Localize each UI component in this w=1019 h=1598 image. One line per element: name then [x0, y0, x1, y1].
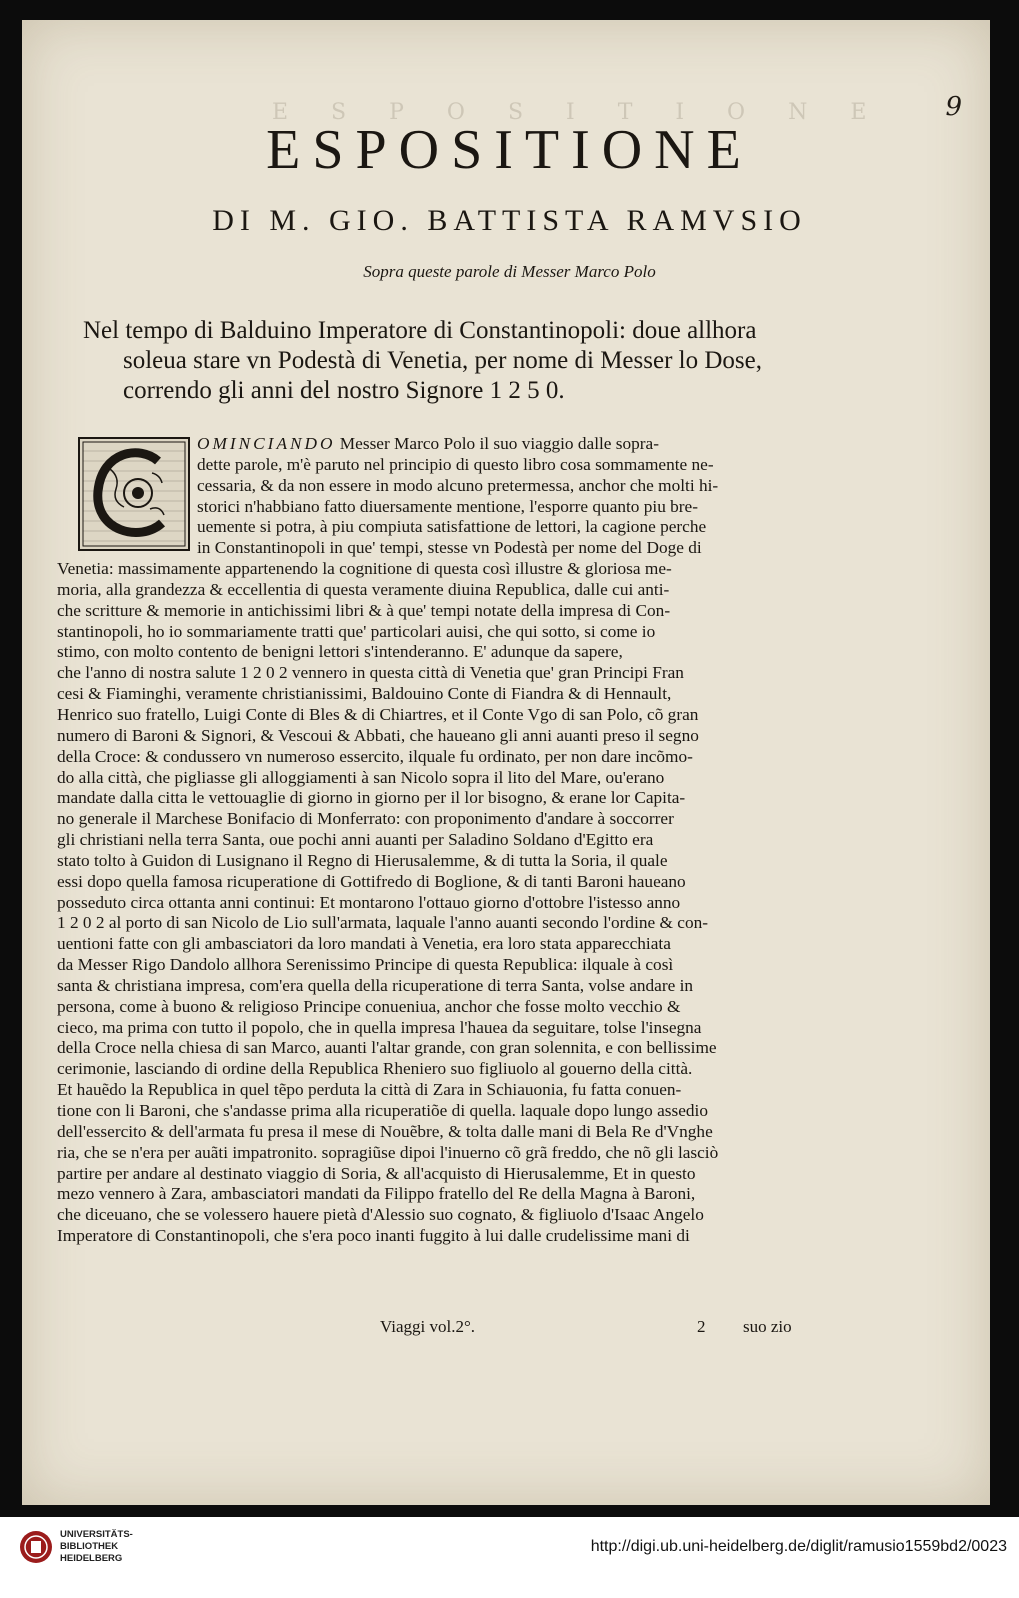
intro-line: correndo gli anni del nostro Signore 1 2 5 0. — [123, 377, 565, 404]
text-line: che scritture & memorie in antichissimi libri & à que' tempi notate della impresa di Con- — [57, 600, 671, 620]
signature-mark: 2 — [697, 1317, 706, 1336]
opening-word: OMINCIANDO — [197, 434, 336, 453]
viewer-footer-bar — [0, 1517, 1019, 1598]
body-text — [57, 434, 829, 1247]
text-line: ria, che se n'era per auãti impatronito. sopragiũse dipoi l'inuerno cõ grã freddo, che nõ gli lasciò — [57, 1142, 719, 1162]
text-line: do alla città, che pigliasse gli alloggiamenti à san Nicolo sopra il lito del Mare, ou'erano — [57, 767, 665, 787]
text-line: cessaria, & da non essere in modo alcuno pretermessa, anchor che molti hi- — [197, 475, 719, 495]
text-line: cesi & Fiaminghi, veramente christianissimi, Baldouino Conte di Fiandra & di Hennault, — [57, 684, 672, 704]
text-line: numero di Baroni & Signori, & Vescoui & Abbati, che haueano gli anni auanti preso il segno — [57, 725, 699, 745]
text-line: stimo, con molto contento de benigni lettori s'intenderanno. E' adunque da sapere, — [57, 642, 623, 662]
text-line: cerimonie, lasciando di ordine della Republica Rheniero suo figliuolo al gouerno della città. — [57, 1059, 693, 1079]
text-line: che l'anno di nostra salute 1 2 0 2 vennero in questa città di Venetia que' gran Principi Fran — [57, 663, 684, 683]
text-line: gli christiani nella terra Santa, oue pochi anni auanti per Saladino Soldano d'Egitto era — [57, 830, 654, 850]
text-line: mezo vennero à Zara, ambasciatori mandati da Filippo fratello del Re della Magna à Baroni, — [57, 1184, 696, 1204]
page-number: 9 — [945, 92, 962, 122]
text-line: della Croce: & condussero vn numeroso essercito, ilquale fu ordinato, per non dare incõmo- — [57, 746, 693, 766]
text-line: uentioni fatte con gli ambasciatori da loro mandati à Venetia, era loro stata apparecchiata — [57, 934, 671, 954]
text-line: Venetia: massimamente appartenendo la cognitione di questa così illustre & gloriosa me- — [57, 559, 672, 579]
catchword: suo zio — [743, 1317, 792, 1336]
text-line: dette parole, m'è paruto nel principio di questo libro cosa sommamente ne- — [197, 454, 714, 474]
section-caption: Sopra queste parole di Messer Marco Polo — [363, 262, 656, 281]
text-line: Henrico suo fratello, Luigi Conte di Bles & di Chiartres, et il Conte Vgo di san Polo, cõ gran — [57, 704, 699, 724]
text-line: persona, come à buono & religioso Principe conueniua, anchor che fosse molto vecchio & — [57, 996, 681, 1016]
intro-line: soleua stare vn Podestà di Venetia, per nome di Messer lo Dose, — [123, 347, 762, 374]
text-line: storici n'habbiano fatto diuersamente mentione, l'esporre quanto piu bre- — [197, 496, 698, 516]
text-line: uemente si potra, à piu compiuta satisfattione de lettori, la cagione perche — [197, 517, 707, 537]
text-line: cieco, ma prima con tutto il popolo, che in quella impresa l'hauea da seguitare, tolse l'insegna — [57, 1017, 702, 1037]
text-line: stantinopoli, ho io sommariamente tratti que' particolari auisi, che qui sotto, si come io — [57, 621, 656, 641]
permalink-url[interactable]: http://digi.ub.uni-heidelberg.de/diglit/ramusio1559bd2/0023 — [590, 1538, 1007, 1555]
library-name-line: HEIDELBERG — [60, 1553, 123, 1564]
text-line: posseduto circa ottanta anni continui: Et montarono l'ottauo giorno d'ottobre l'istesso anno — [57, 892, 681, 912]
library-name-line: BIBLIOTHEK — [60, 1541, 119, 1552]
text-line: partire per andare al destinato viaggio di Soria, & all'acquisto di Hierusalemme, Et in questo — [57, 1163, 696, 1183]
text-line: 1 2 0 2 al porto di san Nicolo de Lio sull'armata, laquale l'anno auanti secondo l'ordine & con- — [57, 913, 708, 933]
author-subtitle: DI M. GIO. BATTISTA RAMVSIO — [212, 204, 807, 237]
intro-paragraph — [83, 316, 828, 406]
bleed-through-text: E S P O S I T I O N E — [272, 100, 885, 125]
intro-line: Nel tempo di Balduino Imperatore di Constantinopoli: doue allhora — [83, 317, 757, 344]
text-line: mandate dalla citta le vettouaglie di giorno in giorno per il lor bisogno, & erane lor Capita- — [57, 788, 686, 808]
text-line: tione con li Baroni, che s'andasse prima alla ricuperatiõe di quella. laquale dopo lungo assedio — [57, 1101, 708, 1120]
text-line — [57, 434, 829, 455]
text-line: da Messer Rigo Dandolo allhora Serenissimo Principe di questa Republica: ilquale à così — [57, 955, 674, 975]
text-line: moria, alla grandezza & eccellentia di questa veramente diuina Republica, dalle cui anti- — [57, 579, 670, 599]
text-line: Et hauẽdo la Republica in quel tẽpo perduta la città di Zara in Schiauonia, fu fatta conuen- — [57, 1080, 682, 1100]
volume-mark: Viaggi vol.2°. — [380, 1317, 476, 1336]
text-line: essi dopo quella famosa ricuperatione di Gottifredo di Boglione, & di tanti Baroni haueano — [57, 871, 686, 891]
text-line: che diceuano, che se volessero hauere pietà d'Alessio suo cognato, & figliuolo d'Isaac Angelo — [57, 1205, 704, 1225]
text-line: stato tolto à Guidon di Lusignano il Regno di Hierusalemme, & di tutta la Soria, il quale — [57, 850, 668, 870]
text-line: della Croce nella chiesa di san Marco, auanti l'altar grande, con gran solennita, e con bellissime — [57, 1038, 717, 1058]
text-line: in Constantinopoli in que' tempi, stesse vn Podestà per nome del Doge di — [197, 538, 702, 558]
page-title: ESPOSITIONE — [266, 119, 753, 181]
text-line: no generale il Marchese Bonifacio di Monferrato: con proponimento d'andare à soccorrer — [57, 809, 674, 829]
text-line: Imperatore di Constantinopoli, che s'era poco inanti fuggito à lui dalle crudelissime mani di — [57, 1226, 690, 1246]
library-name-line: UNIVERSITÄTS- — [60, 1529, 133, 1540]
university-seal-icon[interactable] — [18, 1529, 54, 1565]
text-line: dell'essercito & dell'armata fu presa il mese di Nouẽbre, & tolta dalle mani di Bela Re d'Vnghe — [57, 1121, 713, 1141]
text-line: santa & christiana impresa, com'era quella della ricuperatione di terra Santa, volse andare in — [57, 975, 694, 995]
text-line-rest: Messer Marco Polo il suo viaggio dalle sopra- — [335, 434, 659, 453]
library-name[interactable] — [60, 1529, 133, 1565]
